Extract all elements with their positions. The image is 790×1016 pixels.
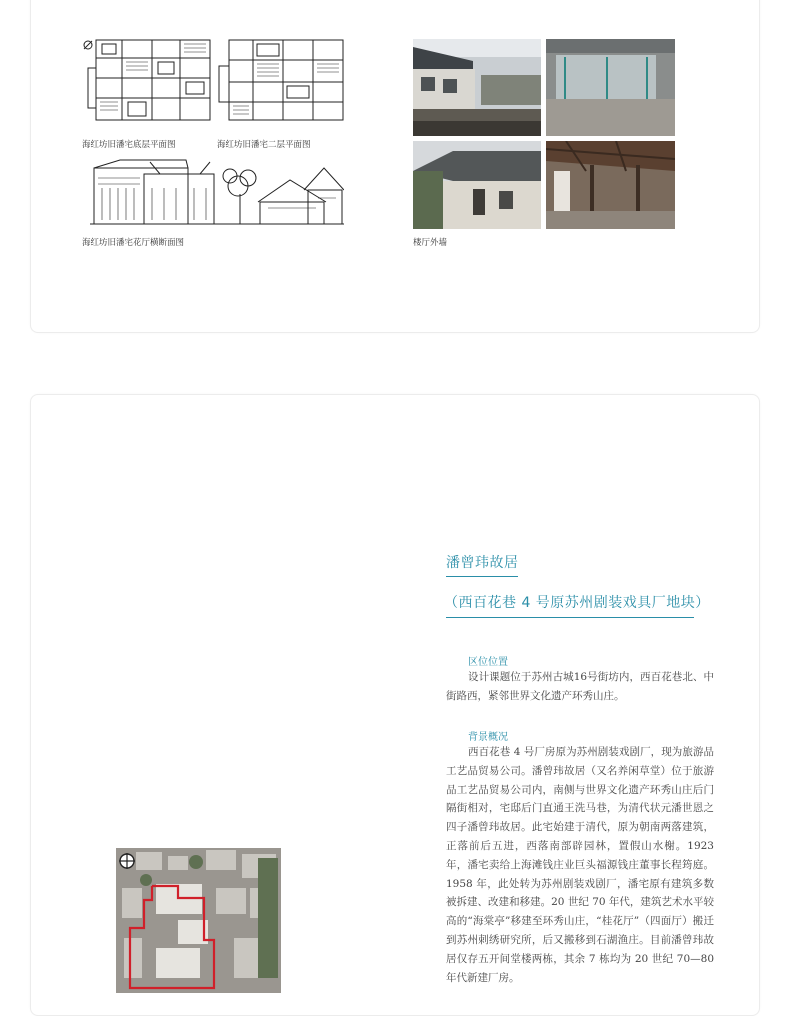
cross-section-caption: 海红坊旧潘宅花厅横断面图 — [82, 238, 185, 248]
title-underline — [446, 576, 518, 577]
article-title: 潘曾玮故居 — [446, 555, 519, 571]
second-floor-plan-caption: 海红坊旧潘宅二层平面图 — [217, 140, 311, 150]
building-exterior-photo-1 — [413, 39, 541, 136]
photos-caption: 楼厅外墙 — [413, 238, 448, 248]
building-interior-photo-2 — [546, 141, 675, 229]
building-exterior-photo-2 — [413, 141, 541, 229]
section-heading-background: 背景概况 — [468, 732, 508, 743]
aerial-site-photo — [116, 848, 281, 993]
second-floor-plan-drawing — [217, 38, 345, 124]
ground-floor-plan-drawing — [82, 38, 212, 124]
building-interior-photo-1 — [546, 39, 675, 136]
section-heading-location: 区位位置 — [468, 657, 508, 668]
article-subtitle: （西百花巷 4 号原苏州剧装戏具厂地块） — [444, 595, 710, 611]
section-text-background: 西百花巷 4 号厂房原为苏州剧装戏剧厂，现为旅游品工艺品贸易公司。潘曾玮故居（又名养闲草堂）位于旅游品工艺品贸易公司内，南侧与世界文化遗产环秀山庄后门隔街相对，宅邸后门直通王洗马巷，为清代状元潘世恩之四子潘曾玮故居。此宅始建于清代，原为朝南两落建筑，正落前后五进，西落南部辟园林，置假山水榭。1923 年，潘宅卖给上海滩钱庄业巨头福源钱庄董事长程筠庭。1958 年，此处转为苏州剧装戏剧厂，潘宅原有建筑多数被拆建、改建和移建。20 世纪 70 年代，建筑艺术水平较高的“海棠亭”移建至环秀山庄，“桂花厅”（四面厅）搬迁到苏州刺绣研究所，后又搬移到石湖渔庄。目前潘曾玮故居仅存五开间堂楼两栋，其余 7 栋均为 20 世纪 70—80 年代新建厂房。 — [446, 746, 714, 984]
subtitle-underline — [446, 617, 694, 618]
cross-section-drawing — [90, 158, 344, 226]
section-text-location: 设计课题位于苏州古城16号街坊内，西百花巷北、中街路西，紧邻世界文化遗产环秀山庄。 — [446, 671, 714, 702]
ground-floor-plan-caption: 海红坊旧潘宅底层平面图 — [82, 140, 176, 150]
